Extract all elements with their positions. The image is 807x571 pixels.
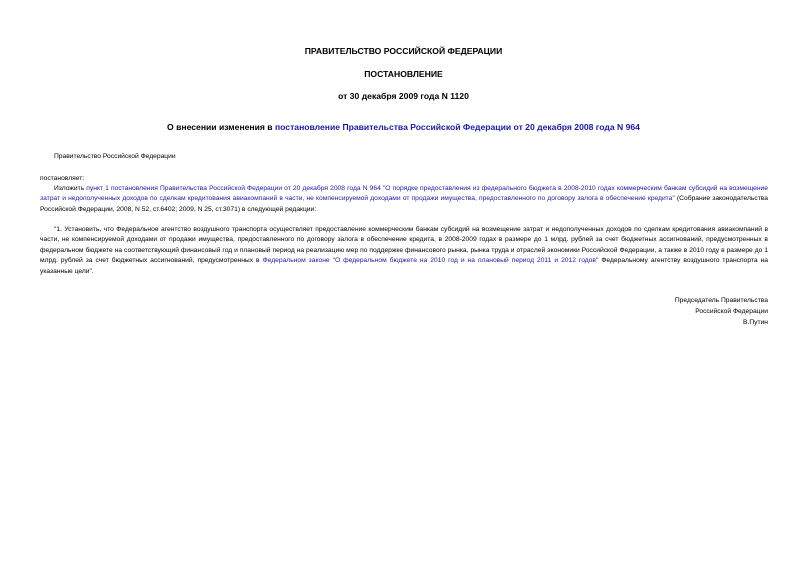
signature-name: В.Путин — [743, 319, 768, 326]
document-date-heading: от 30 декабря 2009 года N 1120 — [338, 91, 469, 101]
document-title — [0, 122, 807, 133]
amendment-suffix: (Собрание законодательства Российской Федерации, 2008, N 52, ст.6402; 2009, N 25, ст.3071) в следующей редакции: — [40, 195, 768, 213]
signature-subtitle: Российской Федерации — [695, 308, 768, 315]
document-type-heading: ПОСТАНОВЛЕНИЕ — [364, 69, 443, 79]
federal-law-link[interactable]: Федеральном законе "О федеральном бюджете на 2010 год и на плановый период 2011 и 2012 годов" — [262, 257, 599, 265]
amendment-link[interactable]: пункт 1 постановления Правительства Российской Федерации от 20 декабря 2008 года N 964 "О порядке предоставления из федерального бюджета в 2008-2010 годах коммерческим банкам субсидий на возмещение затрат и недополученных доходов по сделкам кредитования авиакомпаний в части, не компенсируемой доходами от продажи имущества, предоставленного по договору залога в обеспечение кредита" — [40, 185, 768, 203]
quote-suffix: Федеральному агентству воздушного транспорта на указанные цели". — [40, 257, 768, 275]
quote-text: "1. Установить, что Федеральное агентство воздушного транспорта осуществляет предоставление коммерческим банкам субсидий на возмещение затрат и недополученных доходов по сделкам кредитования авиакомпаний в части, не компенсируемой доходами от продажи имущества, предоставленного по договору залога в обеспечение кредита, в 2008-2009 годах в размере до 1 млрд. рублей за счет бюджетных ассигнований, предусмотренных в федеральном бюджете на соответствующий финансовый год и плановый период на реализацию мер по поддержке финансового рынка, рынка труда и отраслей экономики Российской Федерации, а также в 2010 году в размере до 1 млрд. рублей за счет бюджетных ассигнований, предусмотренных в — [40, 226, 768, 265]
government-heading: ПРАВИТЕЛЬСТВО РОССИЙСКОЙ ФЕДЕРАЦИИ — [304, 46, 503, 56]
amendment-paragraph — [40, 184, 768, 215]
quoted-text-paragraph — [40, 225, 768, 277]
amendment-prefix: Изложить — [54, 185, 87, 192]
signature-title: Председатель Правительства — [674, 297, 768, 304]
government-paragraph: Правительство Российской Федерации — [54, 153, 176, 160]
title-prefix: О внесении изменения в — [167, 122, 275, 132]
postanovlyaet-paragraph: постановляет: — [40, 175, 85, 182]
title-link[interactable]: постановление Правительства Российской Федерации от 20 декабря 2008 года N 964 — [274, 122, 640, 132]
